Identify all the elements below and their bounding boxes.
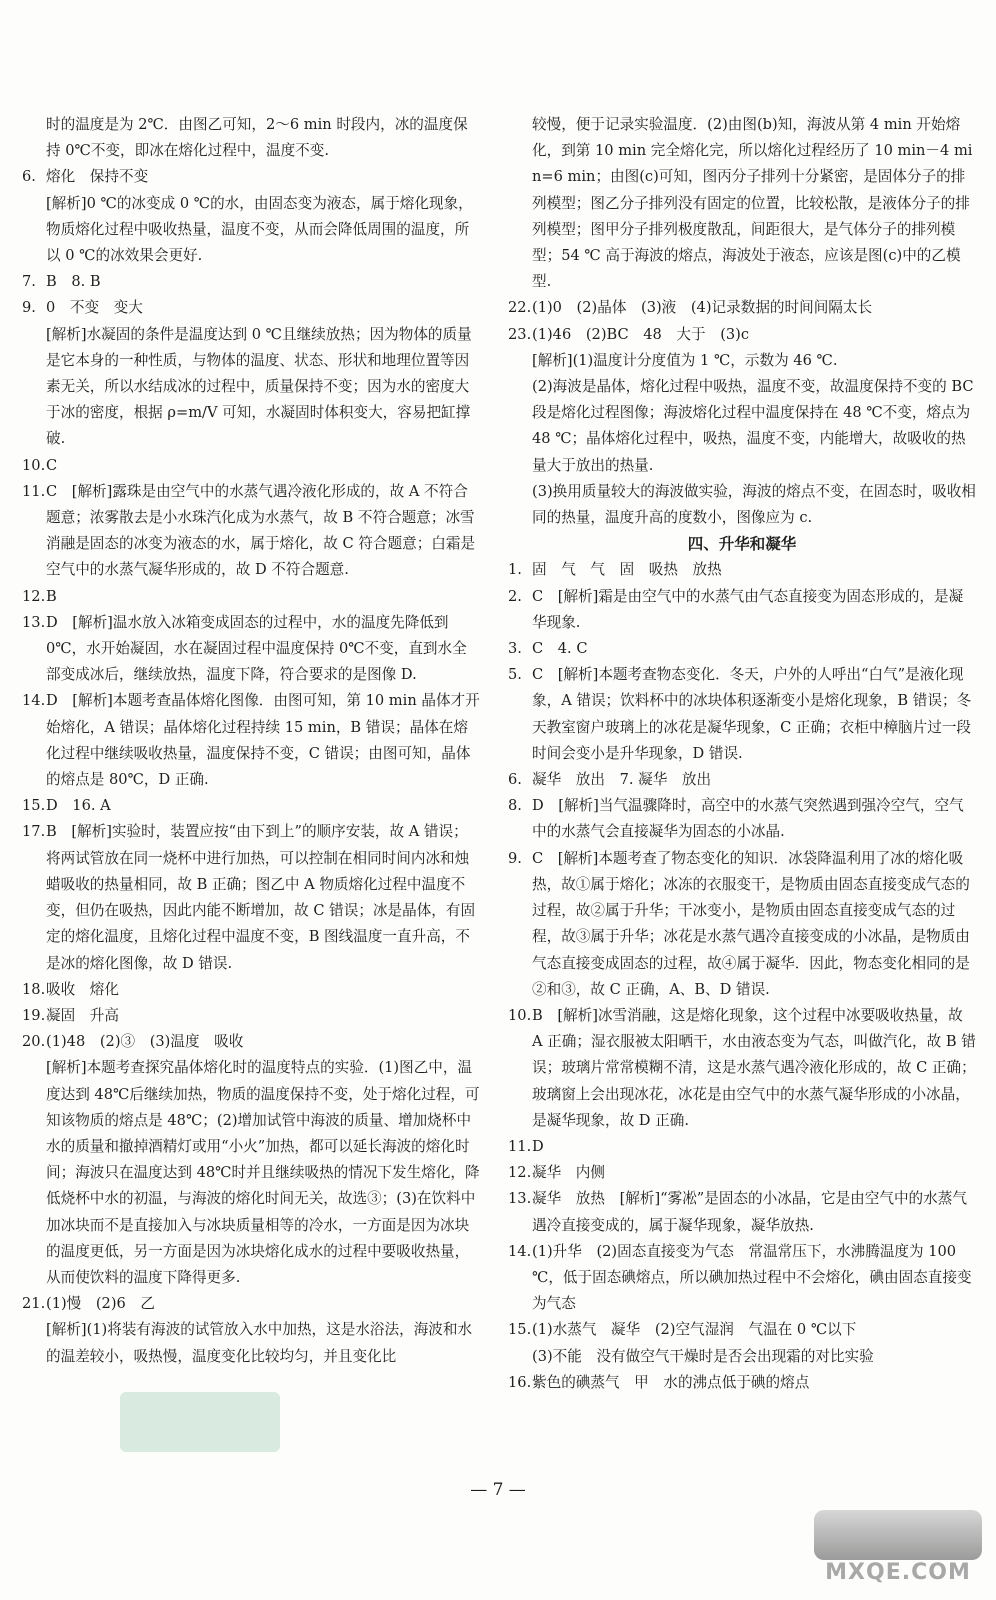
question-number: 12. xyxy=(508,1164,532,1182)
right-column xyxy=(508,112,976,1396)
answer-explanation: [解析]水凝固的条件是温度达到 0 ℃且继续放热；因为物体的质量是它本身的一种性质，与物体的温度、状态、形状和地理位置等因素无关，所以水结成冰的过程中，质量保持不变；因为水的密度大于冰的密度，根据 ρ=m/V 可知，水凝固时体积变大，容易把缸撑破. xyxy=(46,325,472,448)
answer-text: D [解析]当气温骤降时，高空中的水蒸气突然遇到强冷空气，空气中的水蒸气会直接凝华为固态的小冰晶. xyxy=(532,797,964,841)
question-number: 14. xyxy=(22,692,46,710)
answer-explanation: [解析](1)将装有海波的试管放入水中加热，这是水浴法，海波和水的温差较小，吸热慢，温度变化比较均匀，并且变化比 xyxy=(46,1321,473,1365)
answer-text: 凝华 放出 7. 凝华 放出 xyxy=(532,771,712,789)
answer-item xyxy=(508,295,976,321)
answer-text: B [解析]冰雪消融，这是熔化现象，这个过程中冰要吸收热量，故 A 正确；湿衣服被太阳晒干，水由液态变为气态，叫做汽化，故 B 错误；玻璃片常常模糊不清，这是水蒸气遇冷液化形成的，故 C 正确；玻璃窗上会出现冰花，冰花是由空气中的水蒸气凝华形成的小冰晶，是凝华现象，故 D 正确. xyxy=(532,1006,976,1129)
question-number: 15. xyxy=(22,797,46,815)
answer-text: 熔化 保持不变 xyxy=(46,168,149,186)
question-number: 9. xyxy=(22,299,36,317)
question-number: 1. xyxy=(508,561,522,579)
answer-text: 凝华 放热 [解析]“雾凇”是固态的小冰晶，它是由空气中的水蒸气遇冷直接变成的，属于凝华现象，凝华放热. xyxy=(532,1190,967,1234)
site-watermark xyxy=(814,1510,982,1590)
question-number: 9. xyxy=(508,849,522,867)
answer-item xyxy=(22,819,480,976)
answer-text: C xyxy=(46,456,58,474)
answer-item xyxy=(508,1317,976,1343)
answer-explanation: (3)换用质量较大的海波做实验，海波的熔点不变，在固态时，吸收相同的热量，温度升高的度数小，图像应为 c. xyxy=(532,482,976,527)
answer-text: 凝华 内侧 xyxy=(532,1164,605,1182)
question-number: 8. xyxy=(508,797,522,815)
answer-text: B xyxy=(46,587,57,605)
answer-explanation: (3)不能 没有做空气干燥时是否会出现霜的对比实验 xyxy=(532,1347,874,1365)
answer-explanation: 较慢，便于记录实验温度．(2)由图(b)知，海波从第 4 min 开始熔化，到第 10 min 完全熔化完，所以熔化过程经历了 10 min－4 min=6 min；由图(c)可知，图丙分子排列十分紧密，是固体分子的排列模型；图乙分子排列没有固定的位置，比较松散，是液体分子的排列模型；图甲分子排列极度散乱，间距很大，是气体分子的排列模型；54 ℃ 高于海波的熔点，海波处于液态，应该是图(c)中的乙模型. xyxy=(532,116,973,291)
answer-item xyxy=(22,1291,480,1317)
answer-item xyxy=(508,584,976,636)
question-number: 13. xyxy=(508,1190,532,1208)
answer-text: D xyxy=(532,1137,544,1155)
left-column xyxy=(22,112,480,1370)
question-number: 17. xyxy=(22,823,46,841)
question-number: 23. xyxy=(508,325,532,343)
answer-item xyxy=(22,584,480,610)
answer-text: D [解析]温水放入冰箱变成固态的过程中，水的温度先降低到 0℃，水开始凝固，水在凝固过程中温度保持 0℃不变，直到水全部变成冰后，继续放热，温度下降，符合要求的是图像 D. xyxy=(46,613,467,684)
question-number: 10. xyxy=(22,456,46,474)
answer-item xyxy=(22,793,480,819)
answer-text: 0 不变 变大 xyxy=(46,299,143,317)
answer-item xyxy=(508,1160,976,1186)
answer-text: (1)0 (2)晶体 (3)液 (4)记录数据的时间间隔太长 xyxy=(532,299,873,317)
question-number: 18. xyxy=(22,980,46,998)
answer-explanation: [解析]本题考查探究晶体熔化时的温度特点的实验．(1)图乙中，温度达到 48℃后继续加热，物质的温度保持不变，处于熔化过程，可知该物质的熔点是 48℃；(2)增加试管中海波的质量、增加烧杯中水的质量和撤掉酒精灯或用“小火”加热，都可以延长海波的熔化时间；海波只在温度达到 48℃时并且继续吸热的情况下发生熔化，降低烧杯中水的初温，与海波的熔化时间无关，故选③；(3)在饮料中加冰块而不是直接加入与冰块质量相等的冷水，一方面是因为冰块的温度更低，另一方面是因为冰块熔化成水的过程中要吸收热量，从而使饮料的温度下降得更多. xyxy=(46,1059,480,1286)
watermark-url: MXQE.COM xyxy=(825,1560,971,1585)
answer-item xyxy=(508,1134,976,1160)
answer-text: 凝固 升高 xyxy=(46,1006,119,1024)
answer-text: C [解析]本题考查物态变化．冬天，户外的人呼出“白气”是液化现象，A 错误；饮料杯中的冰块体积逐渐变小是熔化现象，B 错误；冬天教室窗户玻璃上的冰花是凝华现象，C 正确；衣柜中樟脑片过一段时间会变小是升华现象，D 错误. xyxy=(532,666,972,762)
question-number: 6. xyxy=(508,771,522,789)
question-number: 2. xyxy=(508,587,522,605)
answer-item xyxy=(508,1239,976,1318)
answer-item xyxy=(508,322,976,348)
answer-item xyxy=(22,453,480,479)
answer-item xyxy=(22,295,480,321)
question-number: 14. xyxy=(508,1242,532,1260)
answer-item xyxy=(508,1370,976,1396)
question-number: 10. xyxy=(508,1006,532,1024)
answer-item xyxy=(508,793,976,845)
answer-item xyxy=(22,1029,480,1055)
answer-item xyxy=(22,479,480,584)
answer-item xyxy=(508,636,976,662)
answer-item xyxy=(22,1003,480,1029)
faded-stamp-watermark xyxy=(120,1392,280,1452)
answer-text: C [解析]露珠是由空气中的水蒸气遇冷液化形成的，故 A 不符合题意；浓雾散去是小水珠汽化成为水蒸气，故 B 不符合题意；冰雪消融是固态的冰变为液态的水，属于熔化，故 C 符合题意；白霜是空气中的水蒸气凝华形成的，故 D 不符合题意. xyxy=(46,482,476,579)
answer-text: (1)48 (2)③ (3)温度 吸收 xyxy=(46,1033,244,1051)
question-number: 21. xyxy=(22,1295,46,1313)
question-number: 6. xyxy=(22,168,36,186)
answer-text: 时的温度是为 2℃．由图乙可知，2～6 min 时段内，冰的温度保持 0℃不变，即冰在熔化过程中，温度不变. xyxy=(46,116,468,160)
question-number: 20. xyxy=(22,1033,46,1051)
answer-text: C 4. C xyxy=(532,640,588,658)
answer-text: B 8. B xyxy=(46,273,101,291)
answer-item xyxy=(508,662,976,767)
question-number xyxy=(22,112,46,164)
answer-text: (1)46 (2)BC 48 大于 (3)c xyxy=(532,325,750,343)
answer-item xyxy=(22,610,480,689)
question-number: 16. xyxy=(508,1373,532,1391)
answer-text: 吸收 熔化 xyxy=(46,980,119,998)
question-number: 12. xyxy=(22,587,46,605)
question-number: 11. xyxy=(508,1137,532,1155)
page-number: — 7 — xyxy=(470,1480,526,1500)
answer-text: 固 气 气 固 吸热 放热 xyxy=(532,561,722,579)
answer-text: D [解析]本题考查晶体熔化图像．由图可知，第 10 min 晶体才开始熔化，A 错误；晶体熔化过程持续 15 min，B 错误；晶体在熔化过程中继续吸收热量，温度保持不变，C 错误；由图可知，晶体的熔点是 80℃，D 正确. xyxy=(46,692,480,789)
question-number: 13. xyxy=(22,613,46,631)
answer-item xyxy=(22,164,480,190)
answer-item xyxy=(22,688,480,793)
answer-text: B [解析]实验时，装置应按“由下到上”的顺序安装，故 A 错误；将两试管放在同一烧杯中进行加热，可以控制在相同时间内冰和烛蜡吸收的热量相同，故 B 正确；图乙中 A 物质熔化过程中温度不变，但仍在吸热，因此内能不断增加，故 C 错误；冰是晶体，有固定的熔化温度，且熔化过程中温度不变，B 图线温度一直升高，不是冰的熔化图像，故 D 错误. xyxy=(46,823,476,972)
answer-text: C [解析]霜是由空气中的水蒸气由气态直接变为固态形成的，是凝华现象. xyxy=(532,587,964,631)
section-heading: 四、升华和凝华 xyxy=(687,535,797,554)
answer-item xyxy=(508,557,976,583)
answer-text: (1)水蒸气 凝华 (2)空气湿润 气温在 0 ℃以下 xyxy=(532,1321,857,1339)
answer-explanation: (2)海波是晶体，熔化过程中吸热，温度不变，故温度保持不变的 BC 段是熔化过程图像；海波熔化过程中温度保持在 48 ℃不变，熔点为 48 ℃；晶体熔化过程中，吸热，温度不变，内能增大，故吸收的热量大于放出的热量. xyxy=(532,378,974,474)
watermark-logo-icon xyxy=(814,1510,982,1560)
question-number: 5. xyxy=(508,666,522,684)
answer-item xyxy=(508,767,976,793)
question-number: 22. xyxy=(508,299,532,317)
answer-explanation: [解析]0 ℃的冰变成 0 ℃的水，由固态变为液态，属于熔化现象，物质熔化过程中吸收热量，温度不变，从而会降低周围的温度，所以 0 ℃的冰效果会更好. xyxy=(46,194,473,265)
answer-text: D 16. A xyxy=(46,797,111,815)
answer-explanation: [解析](1)温度计分度值为 1 ℃，示数为 46 ℃. xyxy=(532,351,838,369)
answer-text: (1)升华 (2)固态直接变为气态 常温常压下，水沸腾温度为 100 ℃，低于固态碘熔点，所以碘加热过程中不会熔化，碘由固态直接变为气态 xyxy=(532,1242,972,1313)
answer-text: C [解析]本题考查了物态变化的知识．冰袋降温利用了冰的熔化吸热，故①属于熔化；冰冻的衣服变干，是物质由固态直接变成气态的过程，故②属于升华；干冰变小，是物质由固态直接变成气态的过程，故③属于升华；冰花是水蒸气遇冷直接变成的小冰晶，是物质由气态直接变成固态的过程，故④属于凝华．因此，物态变化相同的是②和③，故 C 正确，A、B、D 错误. xyxy=(532,849,970,998)
answer-item xyxy=(22,269,480,295)
question-number: 11. xyxy=(22,482,46,500)
answer-item xyxy=(22,977,480,1003)
answer-item xyxy=(508,846,976,1003)
question-number: 19. xyxy=(22,1006,46,1024)
question-number: 15. xyxy=(508,1321,532,1339)
answer-item xyxy=(22,112,480,164)
answer-item xyxy=(508,1186,976,1238)
question-number: 3. xyxy=(508,640,522,658)
answer-text: 紫色的碘蒸气 甲 水的沸点低于碘的熔点 xyxy=(532,1373,810,1391)
answer-text: (1)慢 (2)6 乙 xyxy=(46,1295,156,1313)
question-number: 7. xyxy=(22,273,36,291)
answer-item xyxy=(508,1003,976,1134)
